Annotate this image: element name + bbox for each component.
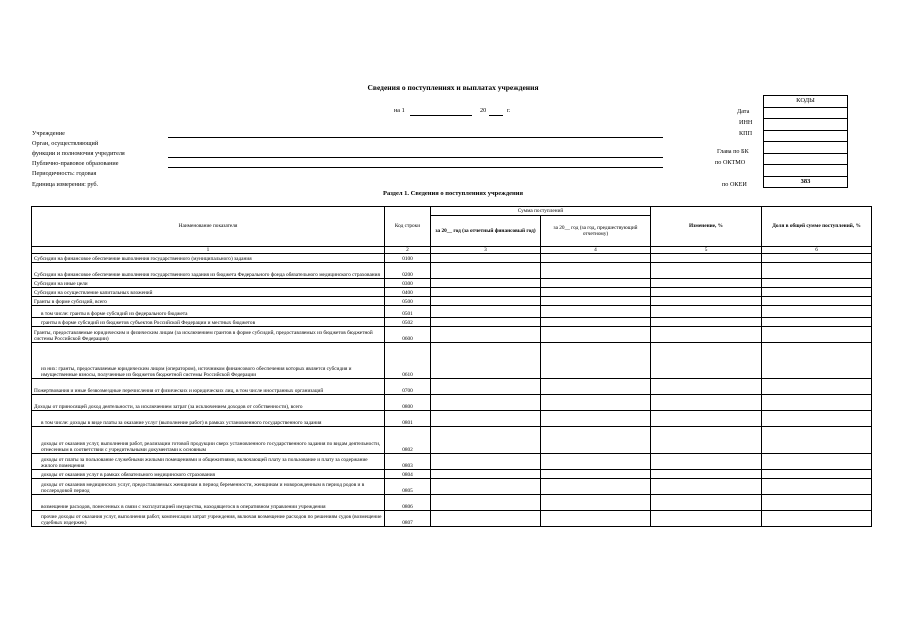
header-code: Код строки [385,207,431,247]
row-code: 0610 [385,343,431,379]
cell-change[interactable] [651,263,762,279]
label-oktmo: по ОКТМО [715,159,746,166]
table-row [32,327,872,343]
field-ppo-line[interactable] [168,167,663,168]
row-code: 0700 [385,379,431,395]
table-row [32,427,872,454]
cell-current-year[interactable] [431,343,541,379]
date-year-field[interactable] [489,115,503,116]
row-code: 0807 [385,511,431,527]
cell-share[interactable] [762,454,872,470]
cell-previous-year[interactable] [541,495,651,511]
row-code: 0800 [385,395,431,411]
colnum-1: 1 [32,247,385,254]
row-code: 0300 [385,279,431,288]
label-date: Дата [737,108,750,115]
cell-current-year[interactable] [431,479,541,495]
date-year-prefix: 20 [480,107,487,114]
row-name: доходы от оказания услуг, выполнения работ, реализации готовой продукции сверх установленного государственного задания по видам деятельности, отнесенным в соответствии с учредительными документами к основным [32,427,385,454]
cell-previous-year[interactable] [541,263,651,279]
cell-current-year[interactable] [431,379,541,395]
code-date-cell[interactable] [764,108,847,120]
codes-header: КОДЫ [764,96,847,108]
cell-share[interactable] [762,297,872,306]
row-code: 0600 [385,327,431,343]
cell-previous-year[interactable] [541,511,651,527]
row-name: Субсидии на осуществление капитальных вложений [32,288,385,297]
cell-share[interactable] [762,343,872,379]
income-table [31,206,872,527]
cell-current-year[interactable] [431,454,541,470]
cell-previous-year[interactable] [541,411,651,427]
cell-previous-year[interactable] [541,327,651,343]
cell-previous-year[interactable] [541,279,651,288]
row-code: 0803 [385,454,431,470]
header-name: Наименование показателя [32,207,385,247]
cell-change[interactable] [651,254,762,263]
table-row [32,379,872,395]
row-name: доходы от оказания медицинских услуг, предоставляемых женщинам в период беременности, женщинам и новорожденным в период родов и в послеродовой период [32,479,385,495]
field-unit: Единица измерения: руб. [32,181,99,188]
row-name: Гранты, предоставляемые юридическим и физическим лицам (за исключением грантов в форме субсидий, предоставляемых из бюджетов бюджетной системы Российской Федерации) [32,327,385,343]
table-row [32,454,872,470]
row-name: из них: гранты, предоставляемые юридическим лицом (оператором), источником финансового обеспечения которых является субсидия и имущественные взносы, полученные из бюджетов бюджетной системы Российской Федерации [32,343,385,379]
row-name: доходы от платы за пользование служебными жилыми помещениями и общежитиями, включающей плату за пользование и плату за содержание жилого помещения [32,454,385,470]
colnum-6: 6 [762,247,872,254]
row-name: Субсидии на финансовое обеспечение выполнения государственного (муниципального) задания [32,254,385,263]
table-row [32,495,872,511]
row-code: 0500 [385,297,431,306]
header-previous-year: за 20__ год (за год, предшествующий отчетному) [541,216,651,247]
table-row [32,263,872,279]
cell-change[interactable] [651,470,762,479]
cell-change[interactable] [651,343,762,379]
cell-previous-year[interactable] [541,379,651,395]
table-row [32,254,872,263]
cell-share[interactable] [762,318,872,327]
row-code: 0400 [385,288,431,297]
cell-previous-year[interactable] [541,479,651,495]
header-current-year: за 20__ год (за отчетный финансовый год) [431,216,541,247]
cell-current-year[interactable] [431,427,541,454]
colnum-4: 4 [541,247,651,254]
table-row [32,511,872,527]
cell-previous-year[interactable] [541,343,651,379]
date-prefix: на 1 [394,107,405,114]
cell-current-year[interactable] [431,495,541,511]
document-title: Сведения о поступлениях и выплатах учреждения [367,83,539,92]
row-code: 0200 [385,263,431,279]
cell-share[interactable] [762,306,872,318]
field-organ-label-2: функции и полномочия учредителя [32,150,125,157]
table-row [32,479,872,495]
row-code: 0501 [385,306,431,318]
cell-previous-year[interactable] [541,318,651,327]
label-okei: по ОКЕИ [722,181,747,188]
cell-change[interactable] [651,479,762,495]
cell-current-year[interactable] [431,288,541,297]
cell-previous-year[interactable] [541,297,651,306]
row-code: 0805 [385,479,431,495]
row-code: 0802 [385,427,431,454]
cell-change[interactable] [651,288,762,297]
row-code: 0801 [385,411,431,427]
cell-share[interactable] [762,379,872,395]
cell-previous-year[interactable] [541,395,651,411]
row-name: прочие доходы от оказания услуг, выполнения работ, компенсации затрат учреждения, включая возмещение расходов по решениям судов (возмещение судебных издержек) [32,511,385,527]
cell-share[interactable] [762,479,872,495]
code-inn-cell[interactable] [764,119,847,131]
cell-current-year[interactable] [431,411,541,427]
table-row [32,318,872,327]
row-name: Субсидии на финансовое обеспечение выполнения государственного задания из бюджета Федерального фонда обязательного медицинского страхования [32,263,385,279]
colnum-3: 3 [431,247,541,254]
cell-share[interactable] [762,279,872,288]
cell-share[interactable] [762,288,872,297]
table-row [32,306,872,318]
row-code: 0100 [385,254,431,263]
cell-current-year[interactable] [431,395,541,411]
row-name: возмещение расходов, понесенных в связи с эксплуатацией имущества, находящегося в оперативном управлении учреждения [32,495,385,511]
cell-change[interactable] [651,427,762,454]
table-row [32,343,872,379]
table-row [32,279,872,288]
cell-previous-year[interactable] [541,454,651,470]
cell-change[interactable] [651,411,762,427]
cell-change[interactable] [651,279,762,288]
row-name: в том числе: гранты в форме субсидий из федерального бюджета [32,306,385,318]
cell-share[interactable] [762,411,872,427]
field-organ-label-1: Орган, осуществляющий [32,140,99,147]
row-name: Доходы от приносящей доход деятельности, за исключением затрат (за исключением доходов от собственности), всего [32,395,385,411]
cell-share[interactable] [762,511,872,527]
field-periodicity: Периодичность: годовая [32,170,97,177]
cell-current-year[interactable] [431,318,541,327]
header-change: Изменение, % [651,207,762,247]
cell-previous-year[interactable] [541,427,651,454]
row-name: гранты в форме субсидий из бюджетов субъектов Российской Федерации и местных бюджетов [32,318,385,327]
cell-current-year[interactable] [431,327,541,343]
colnum-2: 2 [385,247,431,254]
header-sum-group: Сумма поступлений [431,207,651,216]
section-title: Раздел 1. Сведения о поступлениях учреждения [382,190,524,197]
code-okei-cell: 383 [800,177,811,185]
cell-current-year[interactable] [431,306,541,318]
header-share: Доля в общей сумме поступлений, % [762,207,872,247]
label-inn: ИНН [739,119,753,126]
cell-change[interactable] [651,511,762,527]
table-row [32,297,872,306]
cell-current-year[interactable] [431,470,541,479]
cell-previous-year[interactable] [541,288,651,297]
cell-share[interactable] [762,495,872,511]
cell-previous-year[interactable] [541,470,651,479]
cell-change[interactable] [651,379,762,395]
field-institution-label: Учреждение [32,130,65,137]
cell-change[interactable] [651,297,762,306]
table-row [32,395,872,411]
row-code: 0804 [385,470,431,479]
field-institution-line[interactable] [168,137,663,138]
cell-current-year[interactable] [431,297,541,306]
table-row [32,470,872,479]
label-kpp: КПП [739,130,753,137]
cell-change[interactable] [651,306,762,318]
cell-change[interactable] [651,454,762,470]
row-name: в том числе: доходы в виде платы за оказание услуг (выполнение работ) в рамках установленного государственного задания [32,411,385,427]
row-name: Пожертвования и иные безвозмездные перечисления от физических и юридических лиц, в том числе иностранных организаций [32,379,385,395]
code-bk-cell[interactable] [764,142,847,154]
cell-current-year[interactable] [431,279,541,288]
cell-current-year[interactable] [431,263,541,279]
cell-change[interactable] [651,495,762,511]
cell-previous-year[interactable] [541,254,651,263]
row-name: Субсидии на иные цели [32,279,385,288]
field-ppo-label: Публично-правовое образование [32,160,119,167]
row-name: доходы от оказания услуг в рамках обязательного медицинского страхования [32,470,385,479]
cell-share[interactable] [762,327,872,343]
cell-share[interactable] [762,427,872,454]
cell-current-year[interactable] [431,254,541,263]
code-empty-cell [764,165,847,177]
colnum-5: 5 [651,247,762,254]
code-oktmo-cell[interactable] [764,154,847,166]
cell-change[interactable] [651,318,762,327]
cell-share[interactable] [762,470,872,479]
label-bk: Глава по БК [717,148,749,155]
cell-share[interactable] [762,395,872,411]
code-kpp-cell[interactable] [764,131,847,143]
table-row [32,411,872,427]
cell-current-year[interactable] [431,511,541,527]
date-day-month-field[interactable] [410,115,472,116]
row-code: 0806 [385,495,431,511]
table-row [32,288,872,297]
cell-change[interactable] [651,395,762,411]
row-code: 0502 [385,318,431,327]
row-name: Гранты в форме субсидий, всего [32,297,385,306]
cell-share[interactable] [762,263,872,279]
codes-box [763,95,848,188]
cell-change[interactable] [651,327,762,343]
field-organ-line[interactable] [168,157,663,158]
cell-share[interactable] [762,254,872,263]
date-year-suffix: г. [507,107,511,114]
cell-previous-year[interactable] [541,306,651,318]
